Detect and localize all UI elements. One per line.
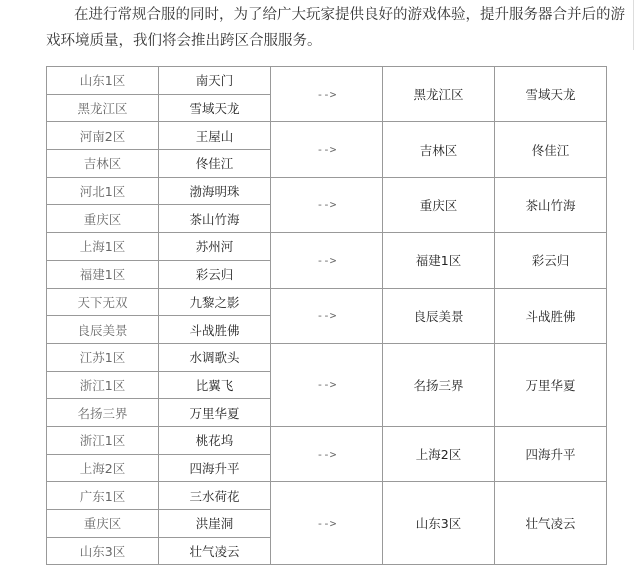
merge-arrow-cell: --> xyxy=(271,426,383,481)
target-server-cell: 重庆区 xyxy=(383,177,495,232)
merge-arrow-cell: --> xyxy=(271,482,383,565)
target-name-cell: 斗战胜佛 xyxy=(495,288,607,343)
source-name-cell: 渤海明珠 xyxy=(159,177,271,205)
table-row xyxy=(47,67,607,95)
target-server-cell: 良辰美景 xyxy=(383,288,495,343)
merge-arrow-cell: --> xyxy=(271,122,383,177)
source-name-cell: 王屋山 xyxy=(159,122,271,150)
intro-paragraph xyxy=(46,2,626,54)
source-name-cell: 水调歌头 xyxy=(159,343,271,371)
source-server-cell: 山东3区 xyxy=(47,537,159,565)
merge-arrow-cell: --> xyxy=(271,233,383,288)
source-server-cell: 浙江1区 xyxy=(47,371,159,399)
source-name-cell: 九黎之影 xyxy=(159,288,271,316)
target-name-cell: 四海升平 xyxy=(495,426,607,481)
target-name-cell: 雪域天龙 xyxy=(495,67,607,122)
source-name-cell: 佟佳江 xyxy=(159,150,271,178)
target-name-cell: 佟佳江 xyxy=(495,122,607,177)
server-merge-table xyxy=(46,66,607,565)
source-server-cell: 福建1区 xyxy=(47,260,159,288)
target-name-cell: 茶山竹海 xyxy=(495,177,607,232)
table-row xyxy=(47,426,607,454)
source-server-cell: 重庆区 xyxy=(47,205,159,233)
table-row xyxy=(47,482,607,510)
source-name-cell: 茶山竹海 xyxy=(159,205,271,233)
source-name-cell: 桃花坞 xyxy=(159,426,271,454)
source-server-cell: 黑龙江区 xyxy=(47,94,159,122)
target-server-cell: 福建1区 xyxy=(383,233,495,288)
source-name-cell: 比翼飞 xyxy=(159,371,271,399)
merge-arrow-cell: --> xyxy=(271,177,383,232)
source-server-cell: 天下无双 xyxy=(47,288,159,316)
page-edge-divider xyxy=(633,0,634,50)
source-name-cell: 洪崖洞 xyxy=(159,510,271,538)
source-name-cell: 壮气凌云 xyxy=(159,537,271,565)
source-server-cell: 吉林区 xyxy=(47,150,159,178)
merge-arrow-cell: --> xyxy=(271,288,383,343)
source-name-cell: 彩云归 xyxy=(159,260,271,288)
source-server-cell: 江苏1区 xyxy=(47,343,159,371)
source-name-cell: 雪域天龙 xyxy=(159,94,271,122)
target-server-cell: 黑龙江区 xyxy=(383,67,495,122)
target-name-cell: 彩云归 xyxy=(495,233,607,288)
target-name-cell: 壮气凌云 xyxy=(495,482,607,565)
source-server-cell: 名扬三界 xyxy=(47,399,159,427)
target-name-cell: 万里华夏 xyxy=(495,343,607,426)
source-name-cell: 南天门 xyxy=(159,67,271,95)
table-row xyxy=(47,233,607,261)
table-row xyxy=(47,288,607,316)
source-server-cell: 重庆区 xyxy=(47,510,159,538)
source-server-cell: 山东1区 xyxy=(47,67,159,95)
source-name-cell: 斗战胜佛 xyxy=(159,316,271,344)
source-name-cell: 苏州河 xyxy=(159,233,271,261)
source-server-cell: 良辰美景 xyxy=(47,316,159,344)
merge-arrow-cell: --> xyxy=(271,343,383,426)
merge-arrow-cell: --> xyxy=(271,67,383,122)
source-name-cell: 三水荷花 xyxy=(159,482,271,510)
source-name-cell: 四海升平 xyxy=(159,454,271,482)
table-row xyxy=(47,343,607,371)
intro-text: 在进行常规合服的同时，为了给广大玩家提供良好的游戏体验，提升服务器合并后的游戏环境质量，我们将会推出跨区合服服务。 xyxy=(46,7,625,49)
table-row xyxy=(47,122,607,150)
source-name-cell: 万里华夏 xyxy=(159,399,271,427)
source-server-cell: 上海2区 xyxy=(47,454,159,482)
target-server-cell: 吉林区 xyxy=(383,122,495,177)
target-server-cell: 山东3区 xyxy=(383,482,495,565)
source-server-cell: 广东1区 xyxy=(47,482,159,510)
source-server-cell: 浙江1区 xyxy=(47,426,159,454)
source-server-cell: 河南2区 xyxy=(47,122,159,150)
source-server-cell: 上海1区 xyxy=(47,233,159,261)
source-server-cell: 河北1区 xyxy=(47,177,159,205)
table-row xyxy=(47,177,607,205)
target-server-cell: 上海2区 xyxy=(383,426,495,481)
merge-table-body xyxy=(47,67,607,565)
target-server-cell: 名扬三界 xyxy=(383,343,495,426)
